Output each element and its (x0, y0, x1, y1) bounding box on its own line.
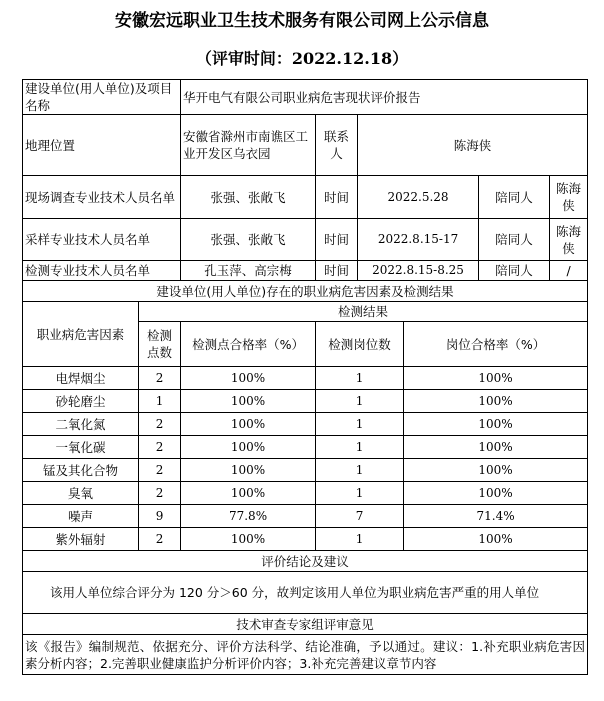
expert-title: 技术审查专家组评审意见 (23, 614, 588, 635)
point-rate-cell: 77.8% (181, 505, 316, 528)
sampling-time-label: 时间 (316, 219, 358, 261)
table-row (23, 367, 588, 390)
survey-names: 张强、张敞飞 (181, 176, 316, 219)
post-rate-cell: 100% (404, 413, 588, 436)
post-rate-cell: 71.4% (404, 505, 588, 528)
point-rate-cell: 100% (181, 367, 316, 390)
points-cell: 2 (139, 528, 181, 551)
table-row (23, 436, 588, 459)
results-section-title: 建设单位(用人单位)存在的职业病危害因素及检测结果 (23, 281, 588, 302)
post-rate-cell: 100% (404, 436, 588, 459)
table-row (23, 505, 588, 528)
results-header-row (23, 302, 588, 322)
post-rate-cell: 100% (404, 390, 588, 413)
factor-cell: 噪声 (23, 505, 139, 528)
disclosure-table (22, 79, 588, 675)
posts-cell: 1 (316, 367, 404, 390)
point-rate-cell: 100% (181, 528, 316, 551)
points-cell: 2 (139, 367, 181, 390)
post-rate-cell: 100% (404, 528, 588, 551)
conclusion-text: 该用人单位综合评分为 120 分＞60 分，故判定该用人单位为职业病危害严重的用人单位 (23, 572, 588, 614)
location-label: 地理位置 (23, 115, 181, 176)
testing-time: 2022.8.15-8.25 (358, 261, 479, 281)
page-title: 安徽宏远职业卫生技术服务有限公司网上公示信息 (115, 11, 489, 31)
col-post-rate: 岗位合格率（%） (404, 322, 588, 367)
points-cell: 2 (139, 482, 181, 505)
survey-row (23, 176, 588, 219)
unit-row (23, 80, 588, 115)
posts-cell: 1 (316, 390, 404, 413)
survey-label: 现场调查专业技术人员名单 (23, 176, 181, 219)
expert-text-row (23, 635, 588, 675)
testing-time-label: 时间 (316, 261, 358, 281)
factor-cell: 一氧化碳 (23, 436, 139, 459)
factor-cell: 臭氧 (23, 482, 139, 505)
point-rate-cell: 100% (181, 482, 316, 505)
post-rate-cell: 100% (404, 482, 588, 505)
sampling-time: 2022.8.15-17 (358, 219, 479, 261)
survey-companion: 陈海侠 (550, 176, 588, 219)
result-header: 检测结果 (139, 302, 588, 322)
table-row (23, 459, 588, 482)
testing-names: 孔玉萍、高宗梅 (181, 261, 316, 281)
table-row (23, 390, 588, 413)
col-posts: 检测岗位数 (316, 322, 404, 367)
posts-cell: 1 (316, 528, 404, 551)
sampling-companion-label: 陪同人 (479, 219, 550, 261)
unit-label: 建设单位(用人单位)及项目名称 (23, 80, 181, 115)
testing-companion: / (550, 261, 588, 281)
factor-cell: 锰及其化合物 (23, 459, 139, 482)
factor-cell: 紫外辐射 (23, 528, 139, 551)
sampling-names: 张强、张敞飞 (181, 219, 316, 261)
sampling-label: 采样专业技术人员名单 (23, 219, 181, 261)
expert-title-row (23, 614, 588, 635)
testing-companion-label: 陪同人 (479, 261, 550, 281)
post-rate-cell: 100% (404, 367, 588, 390)
unit-value: 华开电气有限公司职业病危害现状评价报告 (181, 80, 588, 115)
post-rate-cell: 100% (404, 459, 588, 482)
location-row (23, 115, 588, 176)
survey-time-label: 时间 (316, 176, 358, 219)
factor-header: 职业病危害因素 (23, 302, 139, 367)
col-point-rate: 检测点合格率（%） (181, 322, 316, 367)
posts-cell: 7 (316, 505, 404, 528)
table-row (23, 482, 588, 505)
testing-row (23, 261, 588, 281)
contact-value: 陈海侠 (358, 115, 588, 176)
posts-cell: 1 (316, 413, 404, 436)
points-cell: 9 (139, 505, 181, 528)
col-points: 检测点数 (139, 322, 181, 367)
conclusion-title-row (23, 551, 588, 572)
points-cell: 2 (139, 459, 181, 482)
points-cell: 2 (139, 436, 181, 459)
conclusion-text-row (23, 572, 588, 614)
review-time: （评审时间：2022.12.18） (195, 49, 409, 68)
expert-text: 该《报告》编制规范、依据充分、评价方法科学、结论准确，予以通过。建议：1.补充职业病危害因素分析内容；2.完善职业健康监护分析评价内容；3.补充完善建议章节内容 (23, 635, 588, 675)
survey-time: 2022.5.28 (358, 176, 479, 219)
table-row (23, 528, 588, 551)
point-rate-cell: 100% (181, 413, 316, 436)
conclusion-title: 评价结论及建议 (23, 551, 588, 572)
factor-cell: 二氧化氮 (23, 413, 139, 436)
points-cell: 2 (139, 413, 181, 436)
location-value: 安徽省滁州市南谯区工业开发区乌衣园 (181, 115, 316, 176)
testing-label: 检测专业技术人员名单 (23, 261, 181, 281)
table-row (23, 413, 588, 436)
posts-cell: 1 (316, 436, 404, 459)
results-section-row (23, 281, 588, 302)
point-rate-cell: 100% (181, 436, 316, 459)
posts-cell: 1 (316, 482, 404, 505)
contact-label: 联系人 (316, 115, 358, 176)
sampling-companion: 陈海侠 (550, 219, 588, 261)
posts-cell: 1 (316, 459, 404, 482)
factor-cell: 电焊烟尘 (23, 367, 139, 390)
survey-companion-label: 陪同人 (479, 176, 550, 219)
point-rate-cell: 100% (181, 390, 316, 413)
sampling-row (23, 219, 588, 261)
points-cell: 1 (139, 390, 181, 413)
point-rate-cell: 100% (181, 459, 316, 482)
factor-cell: 砂轮磨尘 (23, 390, 139, 413)
